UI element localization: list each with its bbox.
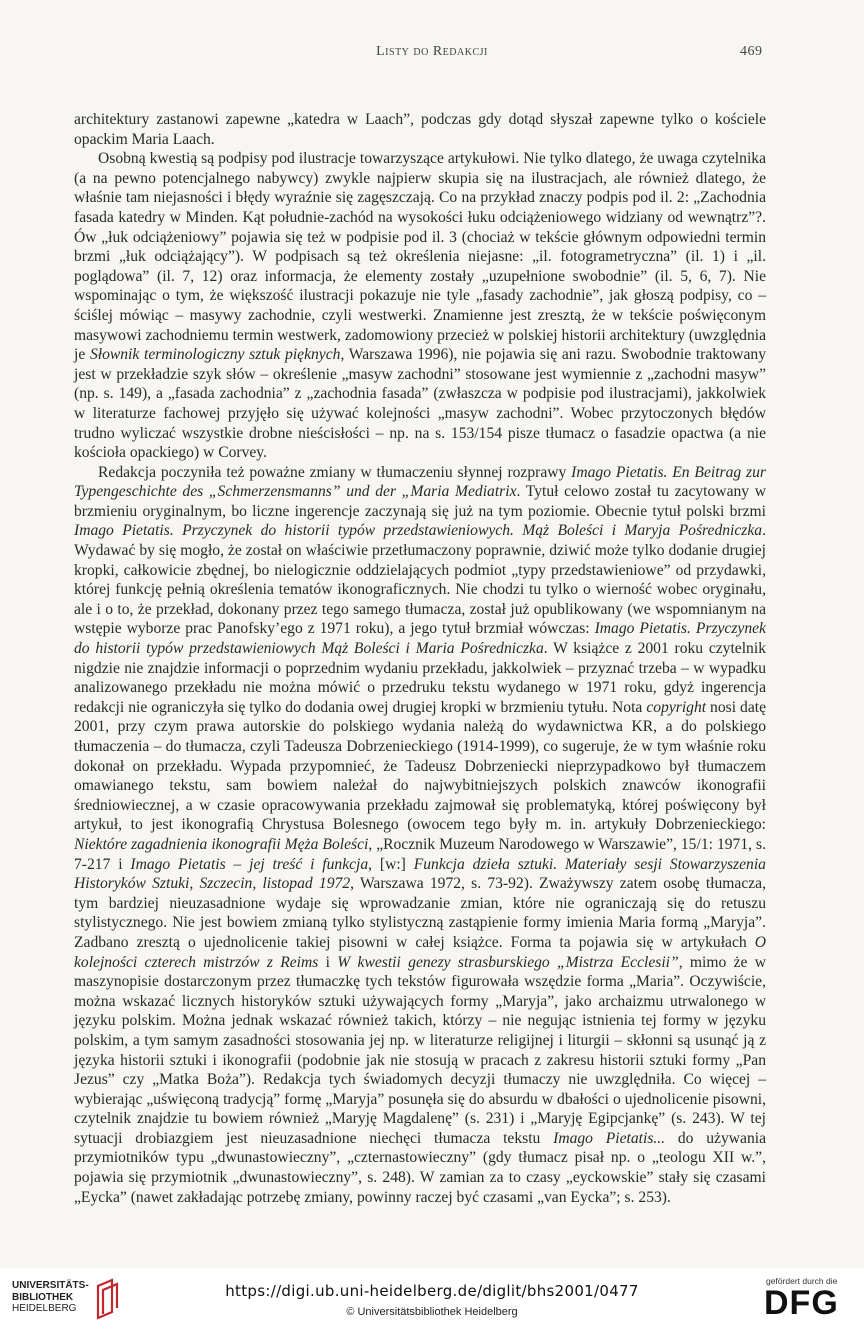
body-text [74,110,766,1207]
text-run: . Tytuł celowo został tu zacytowany w brzmieniu oryginalnym, bo liczne ingerencje zaczynają się już na tym poziomie. Obecnie tytuł polski brzmi [74,483,767,520]
library-name-line: HEIDELBERG [12,1303,77,1314]
italic-run: Niektóre zagadnienia ikonografii Męża Boleści [74,835,369,853]
permalink-url[interactable]: https://digi.ub.uni-heidelberg.de/diglit/bhs2001/0477 [225,1282,639,1300]
italic-run: W kwestii genezy strasburskiego „Mistrza Ecclesii” [337,953,679,971]
italic-run: Imago Pietatis. En Beitrag zur Typengeschichte des „Schmerzensmanns” und der „Maria Mediatrix [74,463,766,501]
page-number: 469 [740,44,763,59]
italic-run: Funkcja dzieła sztuki. Materiały sesji Stowarzyszenia Historyków Sztuki, Szczecin, listopad 1972 [74,855,766,893]
dfg-caption: gefördert durch die [766,1276,838,1286]
text-run: i [318,953,338,971]
paragraph [74,110,766,149]
text-run: , Warszawa 1972, s. 73-92). Zważywszy zatem osobę tłumacza, tym bardziej nieuzasadnione wydaje się wprowadzanie zmian, które nie ograniczają się do retuszu stylistycznego. Nie jest bowiem zmianą tylko stylistyczną zastąpienie formy imienia Maria formą „Maryja”. Zadbano zresztą o ujednolicenie takiej pisowni w całej książce. Forma ta pojawia się w artykułach [74,875,766,951]
text-run: , [w:] [368,855,414,873]
paragraph [74,463,766,1208]
italic-run: O kolejności czterech mistrzów z Reims [74,933,766,971]
text-run: architektury zastanowi zapewne „katedra w Laach”, podczas gdy dotąd słyszał zapewne tylko o kościele opackim Maria Laach. [74,111,766,148]
italic-run: Imago Pietatis – jej treść i funkcja [130,855,369,873]
italic-run: Imago Pietatis. Przyczynek do historii typów przedstawieniowych. Mąż Boleści i Maryja Pośredniczka [74,522,763,540]
text-run: Osobną kwestią są podpisy pod ilustracje towarzyszące artykułowi. Nie tylko dlatego, że uwaga czytelnika (a na pewno potencjalnego nabywcy) zwykle najpierw skupia się na ilustracjach, ale również dlatego, że właśnie tam niejasności i błędy wyraźnie się zagęszczają. Co na przykład znaczy podpis pod il. 2: „Zachodnia fasada katedry w Minden. Kąt południe-zachód na wysokości łuku odciążeniowego widziany od wewnątrz”?. Ów „łuk odciążeniowy” pojawia się też w podpisie pod il. 3 (chociaż w tekście głównym odpowiedni termin brzmi „łuk odciążający”). W podpisach są też określenia niejasne: „il. fotogrametryczna” (il. 1) i „il. poglądowa” (il. 7, 12) oraz informacja, że elementy zostały „uzupełnione swobodnie” (il. 5, 6, 7). Nie wspominając o tym, że większość ilustracji pokazuje nie tyle „fasady zachodnie”, jak głoszą podpisy, co – ściślej mówiąc – masywy zachodnie, czyli westwerki. Znamienne jest zresztą, że w tekście poświęconym masywowi zachodniemu termin westwerk, zadomowiony przecież w polskiej historii architektury (uwzględnia je [74,150,766,364]
italic-run: Imago Pietatis... [553,1129,666,1147]
running-head-title: Listy do Redakcji [376,44,488,59]
italic-run: Imago Pietatis. Przyczynek do historii typów przedstawieniowych Mąż Boleści i Maria Pośredniczka [74,620,766,658]
dfg-logo-icon: DFG [764,1284,839,1322]
text-run: . W książce z 2001 roku czytelnik nigdzie nie znajdzie informacji o poprzednim wydaniu przekładu, jakkolwiek – przyznać trzeba – w wypadku analizowanego przekładu nie można mówić o przedruku tekstu wydanego w 1971 roku, gdyż ingerencja redakcji nie ograniczyła się tylko do dodania owej drugiej kropki w brzmieniu tytułu. Nota [74,640,766,716]
library-name-line: BIBLIOTHEK [12,1291,74,1303]
text-run: nosi datę 2001, przy czym prawa autorskie do polskiego wydania należą do wydawnictwa KR, a do polskiego tłumaczenia – do tłumacza, czyli Tadeusza Dobrzenieckiego (1914-1999), co sugeruje, że w tym właśnie roku dokonał on przekładu. Wypada przypomnieć, że Tadeusz Dobrzeniecki nieprzypadkowo był tłumaczem omawianego tekstu, sam bowiem należał do najwybitniejszych polskich znawców ikonografii średniowiecznej, a w czasie opracowywania przekładu zajmował się problematyką, której poświęcony był artykuł, to jest ikonografią Chrystusa Bolesnego (owocem tego były m. in. artykuły Dobrzenieckiego: [74,698,767,834]
text-run: . Wydawać by się mogło, że został on właściwie przetłumaczony poprawnie, dziwić może tylko dodanie drugiej kropki, całkowicie zbędnej, bo nielogicznie oddzielających podmiot „typy przedstawieniowe” od przydawki, której funkcję pełnią określenia tematów ikonograficznych. Nie chodzi tu tylko o wierność wobec oryginału, ale i o to, że przekład, dokonany przez tego samego tłumacza, został już opublikowany (we wspomnianym na wstępie wyborze prac Panofsky’ego z 1971 roku), a jego tytuł brzmiał wówczas: [74,522,766,638]
copyright-notice: © Universitätsbibliothek Heidelberg [346,1306,518,1318]
text-run: do używania przymiotników typu „dwunastowieczny”, „czternastowieczny” (gdy tłumacz pisał np. o „teologu XII w.”, pojawia się przymiotnik „dwunastowieczny”, s. 248). W zamian za to czasy „eyckowskie” stały się czasami „Eycka” (nawet zakładając potrzebę zmiany, powinny raczej być czasami „van Eycka”; s. 253). [74,1129,766,1206]
text-run: , mimo że w maszynopisie dostarczonym przez tłumaczkę tych tekstów figurowała wszędzie forma „Maria”. Oczywiście, można wskazać licznych historyków sztuki używających formy „Maryja”, jako archaizmu utrwalonego w języku polskim. Można jednak wskazać również takich, którzy – nie negując istnienia tej formy w języku polskim, a tym samym zasadności stosowania jej np. w literaturze religijnej i liturgii – skłonni są usunąć ją z języka historii sztuki i ikonografii (podobnie jak nie stosują w pracach z zakresu historii sztuki formy „Pan Jezus” czy „Matka Boża”). Redakcja tych świadomych decyzji tłumaczy nie uwzględniła. Co więcej – wybierając „uświęconą tradycją” formę „Maryja” posunęła się do absurdu w dbałości o ujednolicenie pisowni, czytelnik znajdzie tu bowiem również „Maryję Magdalenę” (s. 231) i „Maryję Egipcjankę” (s. 243). W tej sytuacji drobiazgiem jest nieuzasadnione niechęci tłumacza tekstu [74,953,766,1147]
text-run: Redakcja poczyniła też poważne zmiany w tłumaczeniu słynnej rozprawy [98,463,572,481]
dfg-logo[interactable] [764,1276,856,1326]
text-run: , „Rocznik Muzeum Narodowego w Warszawie”, 15/1: 1971, s. 7-217 i [74,835,766,873]
italic-run: copyright [646,698,707,716]
italic-run: Słownik terminologiczny sztuk pięknych [89,346,341,364]
paragraph [74,149,766,463]
text-run: , Warszawa 1996), nie pojawia się ani razu. Swobodnie traktowany jest w przekładzie szyk słów – określenie „masyw zachodni” stosowane jest wymiennie z „zachodni masyw” (np. s. 149), a „fasada zachodnia” z „zachodnia fasada” (zwłaszcza w podpisie pod ilustracjami), jakkolwiek w literaturze fachowej przyjęło się używać kolejności „masyw zachodni”. Wobec przytoczonych błędów trudno wyliczać wszystkie drobne nieścisłości – np. na s. 153/154 pisze tłumacz o fasadzie opactwa (a nie kościoła opackiego) w Corvey. [74,346,766,462]
library-name-line: UNIVERSITÄTS- [12,1280,89,1291]
viewer-footer [0,1268,864,1330]
